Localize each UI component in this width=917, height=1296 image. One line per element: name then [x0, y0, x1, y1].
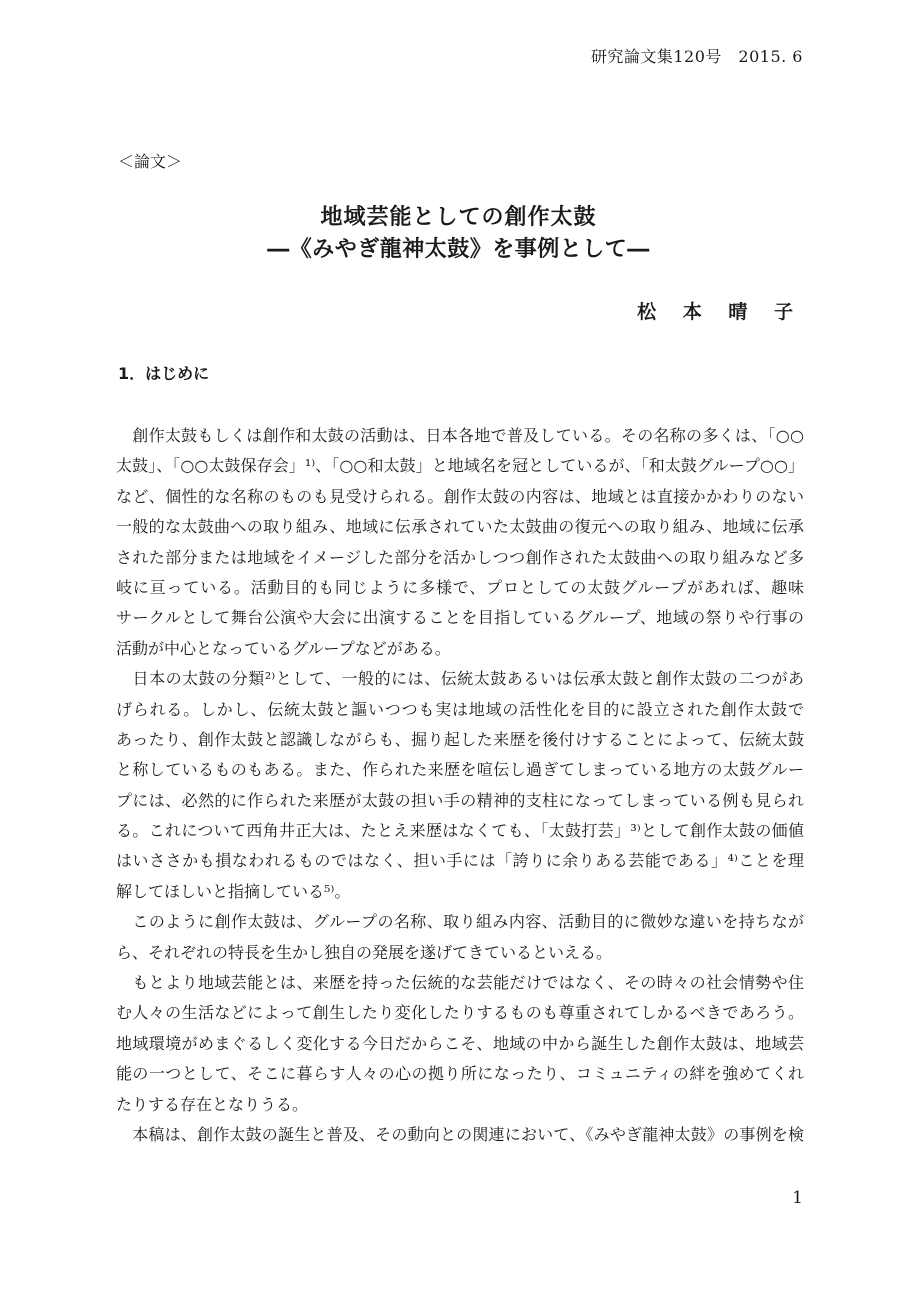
body-line: プには、必然的に作られた来歴が太鼓の担い手の精神的支柱になってしまっている例も見られ	[116, 790, 804, 810]
body-line: された部分または地域をイメージした部分を活かしつつ創作された太鼓曲への取り組みなど多	[116, 547, 804, 567]
body-line: 本稿は、創作太鼓の誕生と普及、その動向との関連において、《みやぎ龍神太鼓》の事例を検	[116, 1124, 804, 1144]
body-line: など、個性的な名称のものも見受けられる。創作太鼓の内容は、地域とは直接かかわりのない	[116, 486, 804, 506]
body-line: はいささかも損なわれるものではなく、担い手には「誇りに余りある芸能である」⁴⁾ことを理	[116, 851, 804, 871]
article-category: ＜論文＞	[118, 152, 183, 171]
body-line: 創作太鼓もしくは創作和太鼓の活動は、日本各地で普及している。その名称の多くは、「○○	[116, 426, 804, 445]
journal-header: 研究論文集120号 2015. 6	[590, 47, 803, 66]
body-line: 一般的な太鼓曲への取り組み、地域に伝承されていた太鼓曲の復元への取り組み、地域に伝承	[116, 517, 804, 537]
body-line: 日本の太鼓の分類²⁾として、一般的には、伝統太鼓あるいは伝承太鼓と創作太鼓の二つがあ	[116, 669, 804, 689]
page-title: 地域芸能としての創作太鼓	[320, 205, 597, 230]
page-subtitle: ―《みやぎ龍神太鼓》を事例として―	[267, 237, 650, 262]
page-number: 1	[792, 1188, 803, 1208]
body-line: げられる。しかし、伝統太鼓と謳いつつも実は地域の活性化を目的に設立された創作太鼓で	[116, 699, 804, 719]
body-line: もとより地域芸能とは、来歴を持った伝統的な芸能だけではなく、その時々の社会情勢や住	[116, 973, 804, 993]
body-line: たりする存在となりうる。	[116, 1094, 309, 1114]
author-name: 松 本 晴 子	[637, 301, 803, 323]
section-heading: 1．はじめに	[118, 364, 210, 383]
body-line: 解してほしいと指摘している⁵⁾。	[116, 881, 351, 901]
body-line: る。これについて西角井正大は、たとえ来歴はなくても、「太鼓打芸」³⁾として創作太鼓の価値	[116, 821, 804, 841]
body-line: サークルとして舞台公演や大会に出演することを目指しているグループ、地域の祭りや行事の	[116, 608, 804, 628]
body-text	[116, 421, 804, 1150]
body-line: 地域環境がめまぐるしく変化する今日だからこそ、地域の中から誕生した創作太鼓は、地域芸	[116, 1033, 804, 1053]
body-line: あったり、創作太鼓と認識しながらも、掘り起した来歴を後付けすることによって、伝統太鼓	[116, 729, 804, 749]
body-line: と称しているものもある。また、作られた来歴を喧伝し過ぎてしまっている地方の太鼓グルー	[116, 760, 804, 780]
body-line: ら、それぞれの特長を生かし独自の発展を遂げてきているといえる。	[116, 942, 613, 962]
body-line: む人々の生活などによって創生したり変化したりするものも尊重されてしかるべきであろう。	[116, 1003, 804, 1023]
body-line: このように創作太鼓は、グループの名称、取り組み内容、活動目的に微妙な違いを持ちなが	[116, 912, 804, 932]
body-line: 能の一つとして、そこに暮らす人々の心の拠り所になったり、コミュニティの絆を強めてくれ	[116, 1064, 804, 1084]
body-line: 岐に亘っている。活動目的も同じように多様で、プロとしての太鼓グループがあれば、趣味	[116, 577, 804, 597]
body-line: 太鼓」、「○○太鼓保存会」¹⁾、「○○和太鼓」と地域名を冠としているが、「和太鼓グループ○○」	[116, 456, 804, 476]
body-line: 活動が中心となっているグループなどがある。	[116, 638, 451, 658]
